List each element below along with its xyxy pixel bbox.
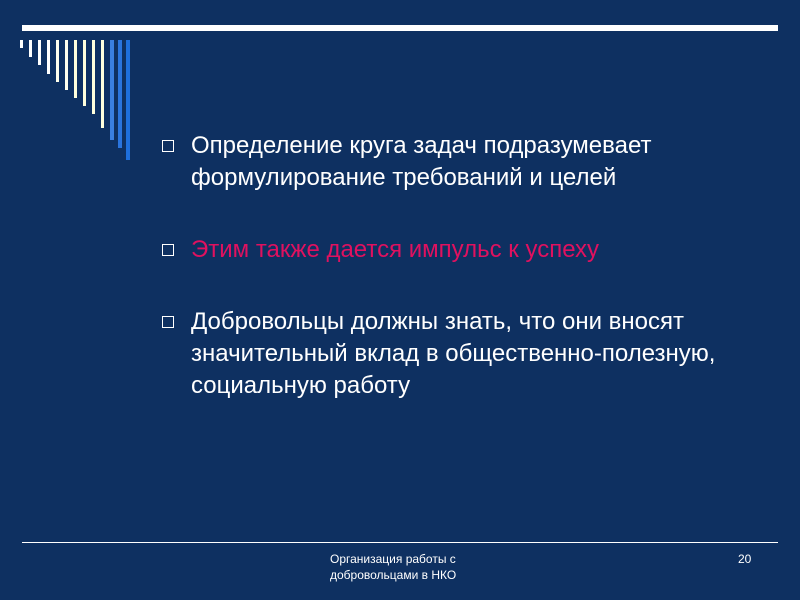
- bullet-item: [162, 130, 762, 194]
- square-bullet-icon: [162, 244, 174, 256]
- stripe: [47, 40, 50, 74]
- footer-title-line: Организация работы с: [330, 552, 456, 566]
- stripe: [29, 40, 32, 57]
- stripe: [65, 40, 68, 90]
- bullet-list: [162, 130, 762, 442]
- stripe: [38, 40, 41, 65]
- stripe: [83, 40, 86, 106]
- square-bullet-icon: [162, 140, 174, 152]
- stripe: [101, 40, 104, 128]
- footer-title: [330, 551, 456, 583]
- stripe: [92, 40, 95, 114]
- bullet-text: Этим также дается импульс к успеху: [191, 236, 600, 263]
- stripe: [118, 40, 122, 148]
- bullet-item: [162, 234, 762, 266]
- stripe: [74, 40, 77, 98]
- footer-divider: [22, 542, 778, 543]
- footer-title-line: добровольцами в НКО: [330, 568, 457, 582]
- bullet-text: Добровольцы должны знать, что они вносят значительный вклад в общественно-полезную, социальную работу: [191, 308, 716, 399]
- page-number: 20: [738, 552, 752, 566]
- stripe: [126, 40, 130, 160]
- stripe: [20, 40, 23, 48]
- stripe: [56, 40, 59, 82]
- bullet-item: [162, 306, 762, 402]
- bullet-text: Определение круга задач подразумевает формулирование требований и целей: [191, 132, 652, 191]
- stripe: [110, 40, 114, 140]
- square-bullet-icon: [162, 316, 174, 328]
